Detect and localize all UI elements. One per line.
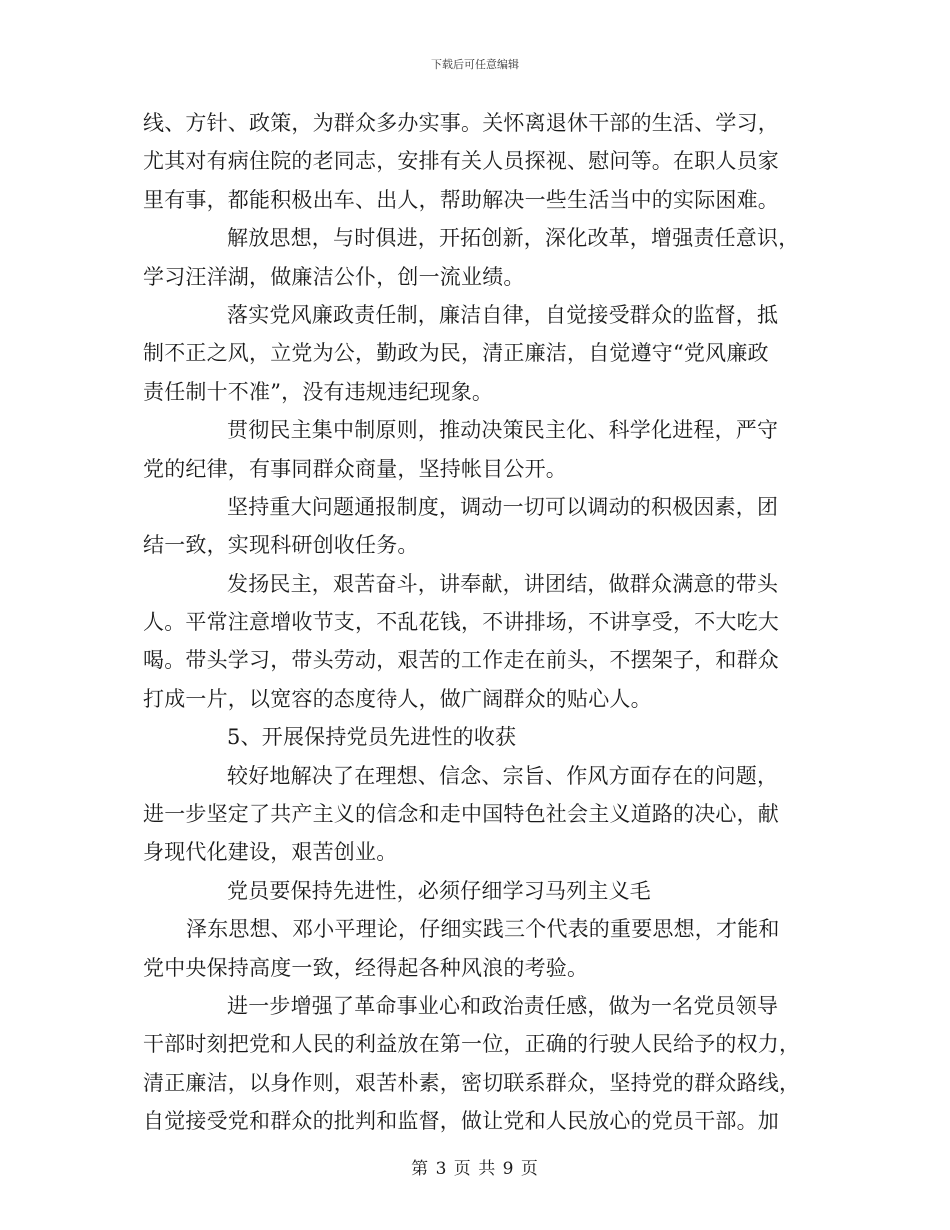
text-line: 尤其对有病住院的老同志，安排有关人员探视、慰问等。在职人员家 [143,149,779,174]
text-line: 坚持重大问题通报制度，调动一切可以调动的积极因素，团 [227,494,779,519]
text-line: 干部时刻把党和人民的利益放在第一位，正确的行驶人民给予的权力， [143,1032,801,1057]
page-number: 第 3 页 共 9 页 [411,1159,539,1179]
text-line: 贯彻民主集中制原则，推动决策民主化、科学化进程，严守 [227,418,779,443]
text-line: 党员要保持先进性，必须仔细学习马列主义毛 [227,878,651,903]
text-line: 解放思想，与时俱进，开拓创新，深化改革，增强责任意识， [227,226,800,251]
text-line: 发扬民主，艰苦奋斗，讲奉献，讲团结，做群众满意的带头 [227,571,779,596]
text-line: 责任制十不准”，没有违规违纪现象。 [143,379,494,404]
text-line: 制不正之风，立党为公，勤政为民，清正廉洁，自觉遵守“党风廉政 [143,341,769,366]
text-line: 党的纪律，有事同群众商量，坚持帐目公开。 [143,456,567,481]
text-line: 落实党风廉政责任制，廉洁自律，自觉接受群众的监督，抵 [227,302,779,327]
text-line: 进一步增强了革命事业心和政治责任感，做为一名党员领导 [227,993,779,1018]
text-line: 里有事，都能积极出车、出人，帮助解决一些生活当中的实际困难。 [143,187,779,212]
text-line: 打成一片，以宽容的态度待人，做广阔群众的贴心人。 [143,686,652,711]
text-line: 结一致，实现科研创收任务。 [143,533,419,558]
text-line: 学习汪洋湖，做廉洁公仆，创一流业绩。 [143,264,525,289]
text-line: 党中央保持高度一致，经得起各种风浪的考验。 [143,955,589,980]
document-body [143,104,808,1141]
text-line: 较好地解决了在理想、信念、宗旨、作风方面存在的问题， [227,763,779,788]
text-line: 人。平常注意增收节支，不乱花钱，不讲排场，不讲享受，不大吃大 [143,610,779,635]
text-line: 身现代化建设，艰苦创业。 [143,840,398,865]
section-heading: 5、开展保持党员先进性的收获 [227,725,517,750]
text-line: 泽东思想、邓小平理论，仔细实践三个代表的重要思想，才能和 [186,917,780,942]
page-header: 下载后可任意编辑 [431,58,519,71]
text-line: 清正廉洁，以身作则，艰苦朴素，密切联系群众，坚持党的群众路线， [143,1070,801,1095]
text-line: 自觉接受党和群众的批判和监督，做让党和人民放心的党员干部。加 [143,1109,779,1134]
text-line: 进一步坚定了共产主义的信念和走中国特色社会主义道路的决心，献 [143,802,779,827]
text-line: 喝。带头学习，带头劳动，艰苦的工作走在前头，不摆架子，和群众 [143,648,779,673]
text-line: 线、方针、政策，为群众多办实事。关怀离退休干部的生活、学习， [143,111,779,135]
